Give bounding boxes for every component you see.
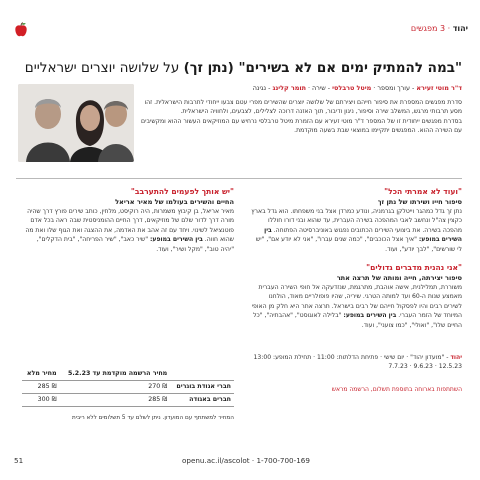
header-separator: ·: [447, 24, 451, 33]
schedule-place: יהוד: [450, 354, 462, 361]
footer-phone: 1-700-700-169: [256, 456, 310, 465]
program-body: [250, 283, 462, 330]
schedule-line: [250, 353, 462, 362]
section-label: [411, 24, 468, 33]
credit-role-1: - עורך ומספר ·: [371, 84, 417, 92]
program-block: [250, 186, 462, 254]
songs-list: "איך אצל הכוכבים", "כמה שנים עברו", "אני לא יודע אם", "יש לי שורשים", "לבך יודע", ועוד.: [255, 236, 462, 253]
page-footer: [14, 456, 466, 468]
table-row: [22, 381, 234, 394]
program-subheading: סיפור יצירתה, חייה ומותה של תרצה אתר: [336, 274, 462, 283]
schedule-dates: 12.5.23 · 9.6.23 · 7.7.23: [388, 363, 462, 371]
credit-name-2: מיטל טרבלסי: [332, 84, 372, 92]
section-number: 3: [439, 24, 446, 33]
page-number: 51: [14, 456, 24, 465]
footer-site-link[interactable]: openu.ac.il/ascolot: [182, 456, 250, 465]
price-col-label: [170, 368, 234, 381]
price-col-early: מחיר הרשמה מוקדמת עד 5.2.23: [60, 368, 171, 381]
songs-list: "שיר כאב", "שיר הפריחה", "בית הדקלים", "יהיה טוב", "מקל ושיר", ועוד.: [36, 236, 234, 253]
program-subheading: החיים והשירים בעולמו של מאיר אריאל: [115, 198, 234, 206]
price-note: המחיר למשתתף עם המועדון. ניתן לשלם עד 5 תשלומים ללא ריבית: [71, 415, 234, 421]
divider: [16, 178, 462, 179]
intro-paragraph-1: סדרת מפגשים המספרת את סיפור חייהם ויצירתם של שלושה יוצרים שהשירים מפרי עטם צבעו ייחודי לתרבות הישראלית. זהו מסע תרבותי מרגש, המשלב שירה וסיפור, ניגון ודיבור, תוך האזנה דרוכה לצלילים, לצבעים, ולחוויה הישראלית.: [144, 99, 462, 116]
title-main: "במה להמתיק ימים אם לא בשירים" (נתן זך): [183, 60, 462, 76]
program-heading: "יש אותך לפעמים להתערבב": [130, 187, 234, 196]
price-row-label: חברים באגודה: [170, 394, 234, 407]
price-early: ₪ 270: [60, 381, 171, 394]
footer-separator: ·: [251, 456, 255, 465]
performers-photo: [18, 84, 134, 162]
schedule-info: [250, 353, 462, 372]
songs-list: "בלילה לאוגוסט", "אהבתיה", "כל החיים שלו", "ואולי", "כמו צועני", ועוד.: [253, 312, 462, 329]
price-table: [22, 368, 234, 407]
price-full: ₪ 285: [22, 381, 60, 394]
intro-text: [140, 98, 462, 136]
program-description: מאיר אריאל, בן קיבוץ משמרות, היה רוקיסט, מלחין, כותב שירים פורץ דרך שהיה מורה דרך לדור שלם של מוזיקאים, דרך החיים ההומניסטית שבה ראה בכל אדם פוטנציאל לשינוי. ויחד עם זה אהב את האדמה, את ההצגה ואת הגוף שלו ואת מה שהוא חווה.: [25, 208, 234, 244]
price-row-label: חברי אגודת בוגרים: [170, 381, 234, 394]
credit-name-1: ד"ר מוטי זעירא: [416, 84, 462, 92]
program-heading: "אני נהנית מדברים גדולים": [366, 263, 462, 273]
program-block: [250, 262, 462, 330]
program-body: [250, 207, 462, 254]
songs-label: בין השירים במופע:: [149, 236, 203, 244]
registration-note: השתתפות בארוחה בתוספת תשלום, הרשמה מראש: [331, 386, 462, 393]
price-col-full: מחיר מלא: [22, 368, 60, 381]
program-description: נתן זך גדל כמהגר וייטלקן בגרמניה, ונודע כמרדן אצל בני משפחתו. הוא גדל בארץ כקצין צה"ל ונחשב לאבי המהפכה בשירה העברית, עד שהוא ובני דורו חוללו מהפכה בשירה. את ביצועי השירים הכתובים נפגוש באוניברסיטה הפתוחה.: [251, 208, 462, 234]
songs-label: בין השירים במופע:: [264, 226, 462, 244]
program-subheading: סיפור חייו ושירתו של נתן זך: [377, 198, 462, 206]
credit-role-3: - נגינה: [252, 84, 273, 92]
schedule-details: - "מועדון יהוד" · יום שישי · פתיחת הדלתות: 11:00 · תחילת המופע: 13:00: [253, 354, 451, 361]
apple-logo-icon: [14, 22, 28, 38]
songs-label: בין השירים במופע:: [343, 312, 397, 320]
brand-name: יהוד: [452, 24, 468, 33]
program-description: משוררת, תמלילנית, אישה אוהבת, מתרגמת, שנזדעקה אל חופי השירה העברית מאמצע שנות ה-60 ועד למותה הטרגי. שיריה, שהיו פופולריים מאוד, הולחנו לשירים רבים והיו לפסקול חייהם של רבים בישראל. תרצה אתר היא חלק מן האופי המיוחד של הזמר העברי.: [251, 284, 462, 320]
page-title: [14, 60, 462, 77]
price-header-row: [22, 368, 234, 381]
credits-line: [140, 84, 462, 93]
credit-name-3: תומר קלינג: [272, 84, 306, 92]
section-header: [14, 24, 468, 38]
section-name: מפגשים: [410, 24, 438, 33]
right-column: [250, 186, 462, 338]
price-early: ₪ 285: [60, 394, 171, 407]
price-full: ₪ 300: [22, 394, 60, 407]
title-light: על שלושה יוצרים ישראליים: [24, 60, 184, 76]
table-row: [22, 394, 234, 407]
intro-paragraph-2: בסדרת מפגשים ייחודית זו של המספר ד"ר מוטי זעירא עם הזמרת מיטל טרבלסי נרחיש עם המוזיקאים העשור ההוא ומקשיבים עם השירה ההוא. המפגשים יתקיימו במוצאי שבת בשעה מוקדמת.: [141, 117, 462, 135]
program-heading: "ועוד לא אמרתי הכל": [384, 187, 462, 196]
credit-role-2: - שירה ·: [305, 84, 333, 92]
program-block: [22, 186, 234, 254]
footer-contact: [182, 456, 310, 465]
program-body: [22, 207, 234, 254]
left-column: [22, 186, 234, 262]
